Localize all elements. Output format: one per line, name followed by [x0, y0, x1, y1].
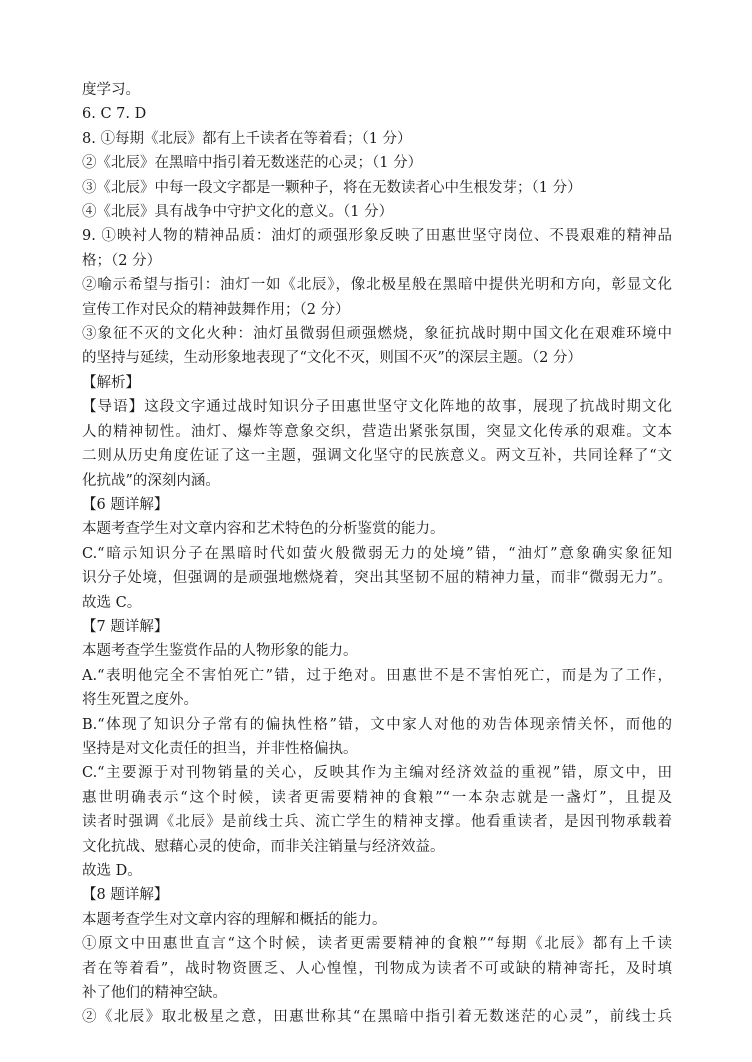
text-line: 6. C 7. D: [82, 106, 147, 123]
text-line: 【解析】: [82, 374, 140, 391]
text-line: 格；（2 分）: [82, 252, 162, 269]
text-line: B.“体现了知识分子常有的偏执性格”错，文中家人对他的劝告体现亲情关怀，而他的: [82, 716, 672, 733]
text-line: 化抗战”的深刻内涵。: [82, 472, 220, 489]
text-line: 故选 C。: [82, 594, 142, 611]
text-line: 识分子处境，但强调的是顽强地燃烧着，突出其坚韧不屈的精神力量，而非“微弱无力”。: [82, 570, 672, 587]
text-line: 本题考查学生对文章内容和艺术特色的分析鉴赏的能力。: [82, 521, 445, 538]
text-line: 者在等着看”，战时物资匮乏、人心惶惶，刊物成为读者不可或缺的精神寄托，及时填: [82, 960, 672, 977]
text-line: 本题考查学生对文章内容的理解和概括的能力。: [82, 911, 387, 928]
text-line: ③象征不灭的文化火种：油灯虽微弱但顽强燃烧，象征抗战时期中国文化在艰难环境中: [82, 326, 672, 343]
text-line: ③《北辰》中每一段文字都是一颗种子，将在无数读者心中生根发芽；（1 分）: [82, 179, 582, 196]
text-line: 【6 题详解】: [82, 496, 169, 513]
text-line: C.“暗示知识分子在黑暗时代如萤火般微弱无力的处境”错，“油灯”意象确实象征知: [82, 545, 672, 562]
text-line: 故选 D。: [82, 863, 142, 879]
text-line: 度学习。: [82, 82, 140, 98]
text-line: 【导语】这段文字通过战时知识分子田惠世坚守文化阵地的故事，展现了抗战时期文化: [82, 399, 672, 416]
text-line: 【8 题详解】: [82, 887, 169, 904]
text-line: ①原文中田惠世直言“这个时候，读者更需要精神的食粮”“每期《北辰》都有上千读: [82, 936, 672, 953]
text-line: 惠世明确表示“这个时候，读者更需要精神的食粮”“一本杂志就是一盏灯”，且提及: [82, 789, 672, 806]
text-line: 9. ①映衬人物的精神品质：油灯的顽强形象反映了田惠世坚守岗位、不畏艰难的精神品: [82, 228, 672, 245]
text-line: 宣传工作对民众的精神鼓舞作用；（2 分）: [82, 301, 350, 318]
text-line: ②喻示希望与指引：油灯一如《北辰》，像北极星般在黑暗中提供光明和方向，彰显文化: [82, 277, 672, 294]
text-line: 文化抗战、慰藉心灵的使命，而非关注销量与经济效益。: [82, 838, 445, 855]
text-line: 的坚持与延续，生动形象地表现了“文化不灭，则国不灭”的深层主题。（2 分）: [82, 350, 582, 367]
text-line: 本题考查学生鉴赏作品的人物形象的能力。: [82, 643, 358, 660]
text-line: 人的精神韧性。油灯、爆炸等意象交织，营造出紧张氛围，突显文化传承的艰难。文本: [82, 423, 672, 440]
text-line: 坚持是对文化责任的担当，并非性格偏执。: [82, 740, 358, 757]
text-line: ②《北辰》在黑暗中指引着无数迷茫的心灵；（1 分）: [82, 155, 423, 172]
text-line: ②《北辰》取北极星之意，田惠世称其“在黑暗中指引着无数迷茫的心灵”，前线士兵: [82, 1009, 672, 1026]
text-line: C.“主要源于对刊物销量的关心，反映其作为主编对经济效益的重视”错，原文中，田: [82, 765, 672, 782]
text-line: ④《北辰》具有战争中守护文化的意义。（1 分）: [82, 204, 394, 221]
text-line: 8. ①每期《北辰》都有上千读者在等着看；（1 分）: [82, 130, 412, 147]
text-line: A.“表明他完全不害怕死亡”错，过于绝对。田惠世不是不害怕死亡，而是为了工作，: [82, 667, 672, 684]
text-line: 将生死置之度外。: [82, 692, 198, 709]
text-line: 补了他们的精神空缺。: [82, 985, 227, 1002]
text-line: 读者时强调《北辰》是前线士兵、流亡学生的精神支撑。他看重读者，是因刊物承载着: [82, 814, 672, 831]
text-line: 【7 题详解】: [82, 618, 169, 635]
text-line: 二则从历史角度佐证了这一主题，强调文化坚守的民族意义。两文互补，共同诠释了“文: [82, 448, 672, 465]
answer-text-body: [82, 78, 672, 1030]
